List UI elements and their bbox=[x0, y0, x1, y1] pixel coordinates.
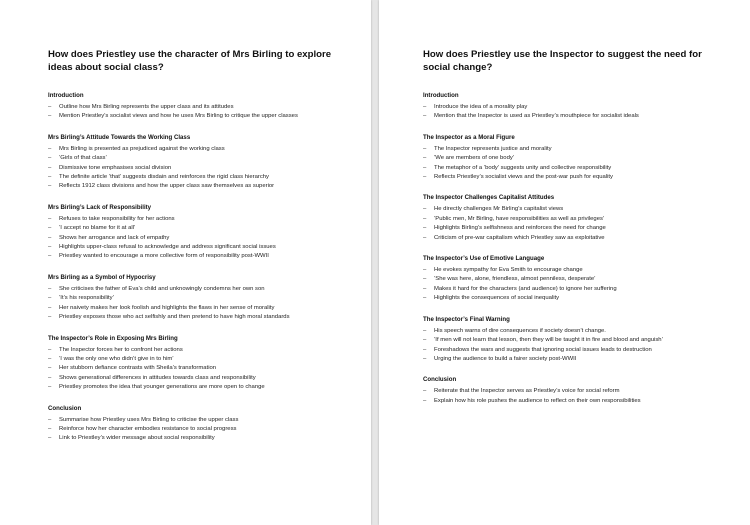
bullet-item: – Her naivety makes her look foolish and highlights the flaws in her sense of morality bbox=[48, 304, 343, 313]
bullet-item: – Refuses to take responsibility for her actions bbox=[48, 215, 343, 224]
bullet-item: – Shows her arrogance and lack of empathy bbox=[48, 234, 343, 243]
bullet-item: – Shows generational differences in attitudes towards class and responsibility bbox=[48, 374, 343, 383]
bullet-list bbox=[423, 205, 722, 243]
page-title: How does Priestley use the character of Mrs Birling to explore ideas about social class? bbox=[48, 49, 332, 73]
outline-section bbox=[423, 316, 722, 365]
bullet-item: – Reiterate that the Inspector serves as Priestley’s voice for social reform bbox=[423, 387, 722, 396]
section-list bbox=[48, 92, 343, 444]
bullet-list bbox=[48, 346, 343, 393]
bullet-item: – ‘Public men, Mr Birling, have responsibilities as well as privileges’ bbox=[423, 215, 722, 224]
outline-section bbox=[423, 92, 722, 122]
bullet-item: – Highlights upper-class refusal to acknowledge and address significant social issues bbox=[48, 243, 343, 252]
bullet-item: – ‘I accept no blame for it at all’ bbox=[48, 224, 343, 233]
bullet-item: – Highlights Birling’s selfishness and reinforces the need for change bbox=[423, 224, 722, 233]
bullet-item: – His speech warns of dire consequences if society doesn’t change. bbox=[423, 327, 722, 336]
section-heading: Conclusion bbox=[423, 376, 457, 384]
bullet-list bbox=[48, 285, 343, 323]
outline-section bbox=[423, 376, 722, 406]
section-heading: Mrs Birling’s Lack of Responsibility bbox=[48, 203, 152, 211]
bullet-item: – Mention that the Inspector is used as Priestley’s mouthpiece for socialist ideals bbox=[423, 112, 722, 121]
bullet-item: – Link to Priestley’s wider message about social responsibility bbox=[48, 434, 343, 443]
bullet-item: – Priestley exposes those who act selfishly and then pretend to have high moral standards bbox=[48, 313, 343, 322]
bullet-item: – Dismissive tone emphasises social division bbox=[48, 164, 343, 173]
outline-section bbox=[48, 405, 343, 444]
bullet-list bbox=[423, 145, 722, 183]
bullet-item: – Reflects 1912 class divisions and how the upper class saw themselves as superior bbox=[48, 182, 343, 191]
bullet-item: – ‘If men will not learn that lesson, then they will be taught it in fire and blood and anguish’ bbox=[423, 336, 722, 345]
bullet-list bbox=[423, 387, 722, 406]
bullet-item: – ‘It’s his responsibility’ bbox=[48, 294, 343, 303]
bullet-item: – She criticises the father of Eva’s child and unknowingly condemns her own son bbox=[48, 285, 343, 294]
outline-section bbox=[48, 92, 343, 122]
outline-section bbox=[48, 274, 343, 323]
bullet-item: – ‘We are members of one body’ bbox=[423, 154, 722, 163]
document-page-right bbox=[379, 0, 750, 525]
bullet-item: – Outline how Mrs Birling represents the upper class and its attitudes bbox=[48, 103, 343, 112]
section-heading: Introduction bbox=[423, 92, 459, 99]
bullet-item: – Introduce the idea of a morality play bbox=[423, 103, 722, 112]
bullet-item: – Explain how his role pushes the audience to reflect on their own responsibilities bbox=[423, 397, 722, 406]
bullet-item: – Highlights the consequences of social inequality bbox=[423, 294, 722, 303]
bullet-item: – ‘I was the only one who didn’t give in to him’ bbox=[48, 355, 343, 364]
bullet-item: – The metaphor of a ‘body’ suggests unity and collective responsibility bbox=[423, 164, 722, 173]
outline-section bbox=[48, 335, 343, 393]
outline-section bbox=[48, 134, 343, 192]
bullet-item: – Urging the audience to build a fairer society post-WWII bbox=[423, 355, 722, 364]
bullet-list bbox=[48, 416, 343, 444]
bullet-item: – Criticism of pre-war capitalism which Priestley saw as exploitative bbox=[423, 234, 722, 243]
bullet-item: – Reflects Priestley’s socialist views and the post-war push for equality bbox=[423, 173, 722, 182]
bullet-item: – The definite article ‘that’ suggests disdain and reinforces the rigid class hierarchy bbox=[48, 173, 343, 182]
bullet-item: – Her stubborn defiance contrasts with Sheila’s transformation bbox=[48, 364, 343, 373]
bullet-list bbox=[48, 215, 343, 262]
section-heading: The Inspector’s Role in Exposing Mrs Birling bbox=[48, 334, 178, 342]
bullet-item: – Priestley promotes the idea that younger generations are more open to change bbox=[48, 383, 343, 392]
section-heading: The Inspector Challenges Capitalist Attitudes bbox=[423, 194, 555, 202]
bullet-item: – Mrs Birling is presented as prejudiced against the working class bbox=[48, 145, 343, 154]
page-title: How does Priestley use the Inspector to suggest the need for social change? bbox=[423, 49, 702, 73]
bullet-item: – Makes it hard for the characters (and audience) to ignore her suffering bbox=[423, 285, 722, 294]
outline-section bbox=[423, 194, 722, 243]
bullet-item: – He directly challenges Mr Birling’s capitalist views bbox=[423, 205, 722, 214]
bullet-item: – Mention Priestley’s socialist views and how he uses Mrs Birling to critique the upper classes bbox=[48, 112, 343, 121]
section-heading: The Inspector’s Use of Emotive Language bbox=[423, 255, 545, 263]
bullet-item: – Summarise how Priestley uses Mrs Birling to criticise the upper class bbox=[48, 416, 343, 425]
section-heading: Conclusion bbox=[48, 404, 82, 412]
section-heading: Mrs Birling’s Attitude Towards the Working Class bbox=[48, 133, 191, 141]
section-heading: The Inspector as a Moral Figure bbox=[423, 133, 515, 141]
outline-section bbox=[423, 255, 722, 304]
bullet-list bbox=[423, 327, 722, 365]
section-heading: Mrs Birling as a Symbol of Hypocrisy bbox=[48, 273, 156, 281]
section-heading: Introduction bbox=[48, 92, 84, 99]
document-page-left bbox=[0, 0, 371, 525]
bullet-item: – Foreshadows the wars and suggests that ignoring social issues leads to destruction bbox=[423, 346, 722, 355]
outline-section bbox=[423, 134, 722, 183]
bullet-item: – Reinforce how her character embodies resistance to social progress bbox=[48, 425, 343, 434]
bullet-list bbox=[423, 266, 722, 304]
bullet-item: – The Inspector forces her to confront her actions bbox=[48, 346, 343, 355]
bullet-list bbox=[423, 103, 722, 122]
section-list bbox=[423, 92, 722, 406]
section-heading: The Inspector’s Final Warning bbox=[423, 315, 510, 323]
bullet-item: – Priestley wanted to encourage a more collective form of responsibility post-WWII bbox=[48, 252, 343, 261]
bullet-item: – The Inspector represents justice and morality bbox=[423, 145, 722, 154]
bullet-item: – He evokes sympathy for Eva Smith to encourage change bbox=[423, 266, 722, 275]
bullet-item: – ‘She was here, alone, friendless, almost penniless, desperate’ bbox=[423, 275, 722, 284]
outline-section bbox=[48, 204, 343, 262]
bullet-item: – ‘Girls of that class’ bbox=[48, 154, 343, 163]
bullet-list bbox=[48, 145, 343, 192]
bullet-list bbox=[48, 103, 343, 122]
